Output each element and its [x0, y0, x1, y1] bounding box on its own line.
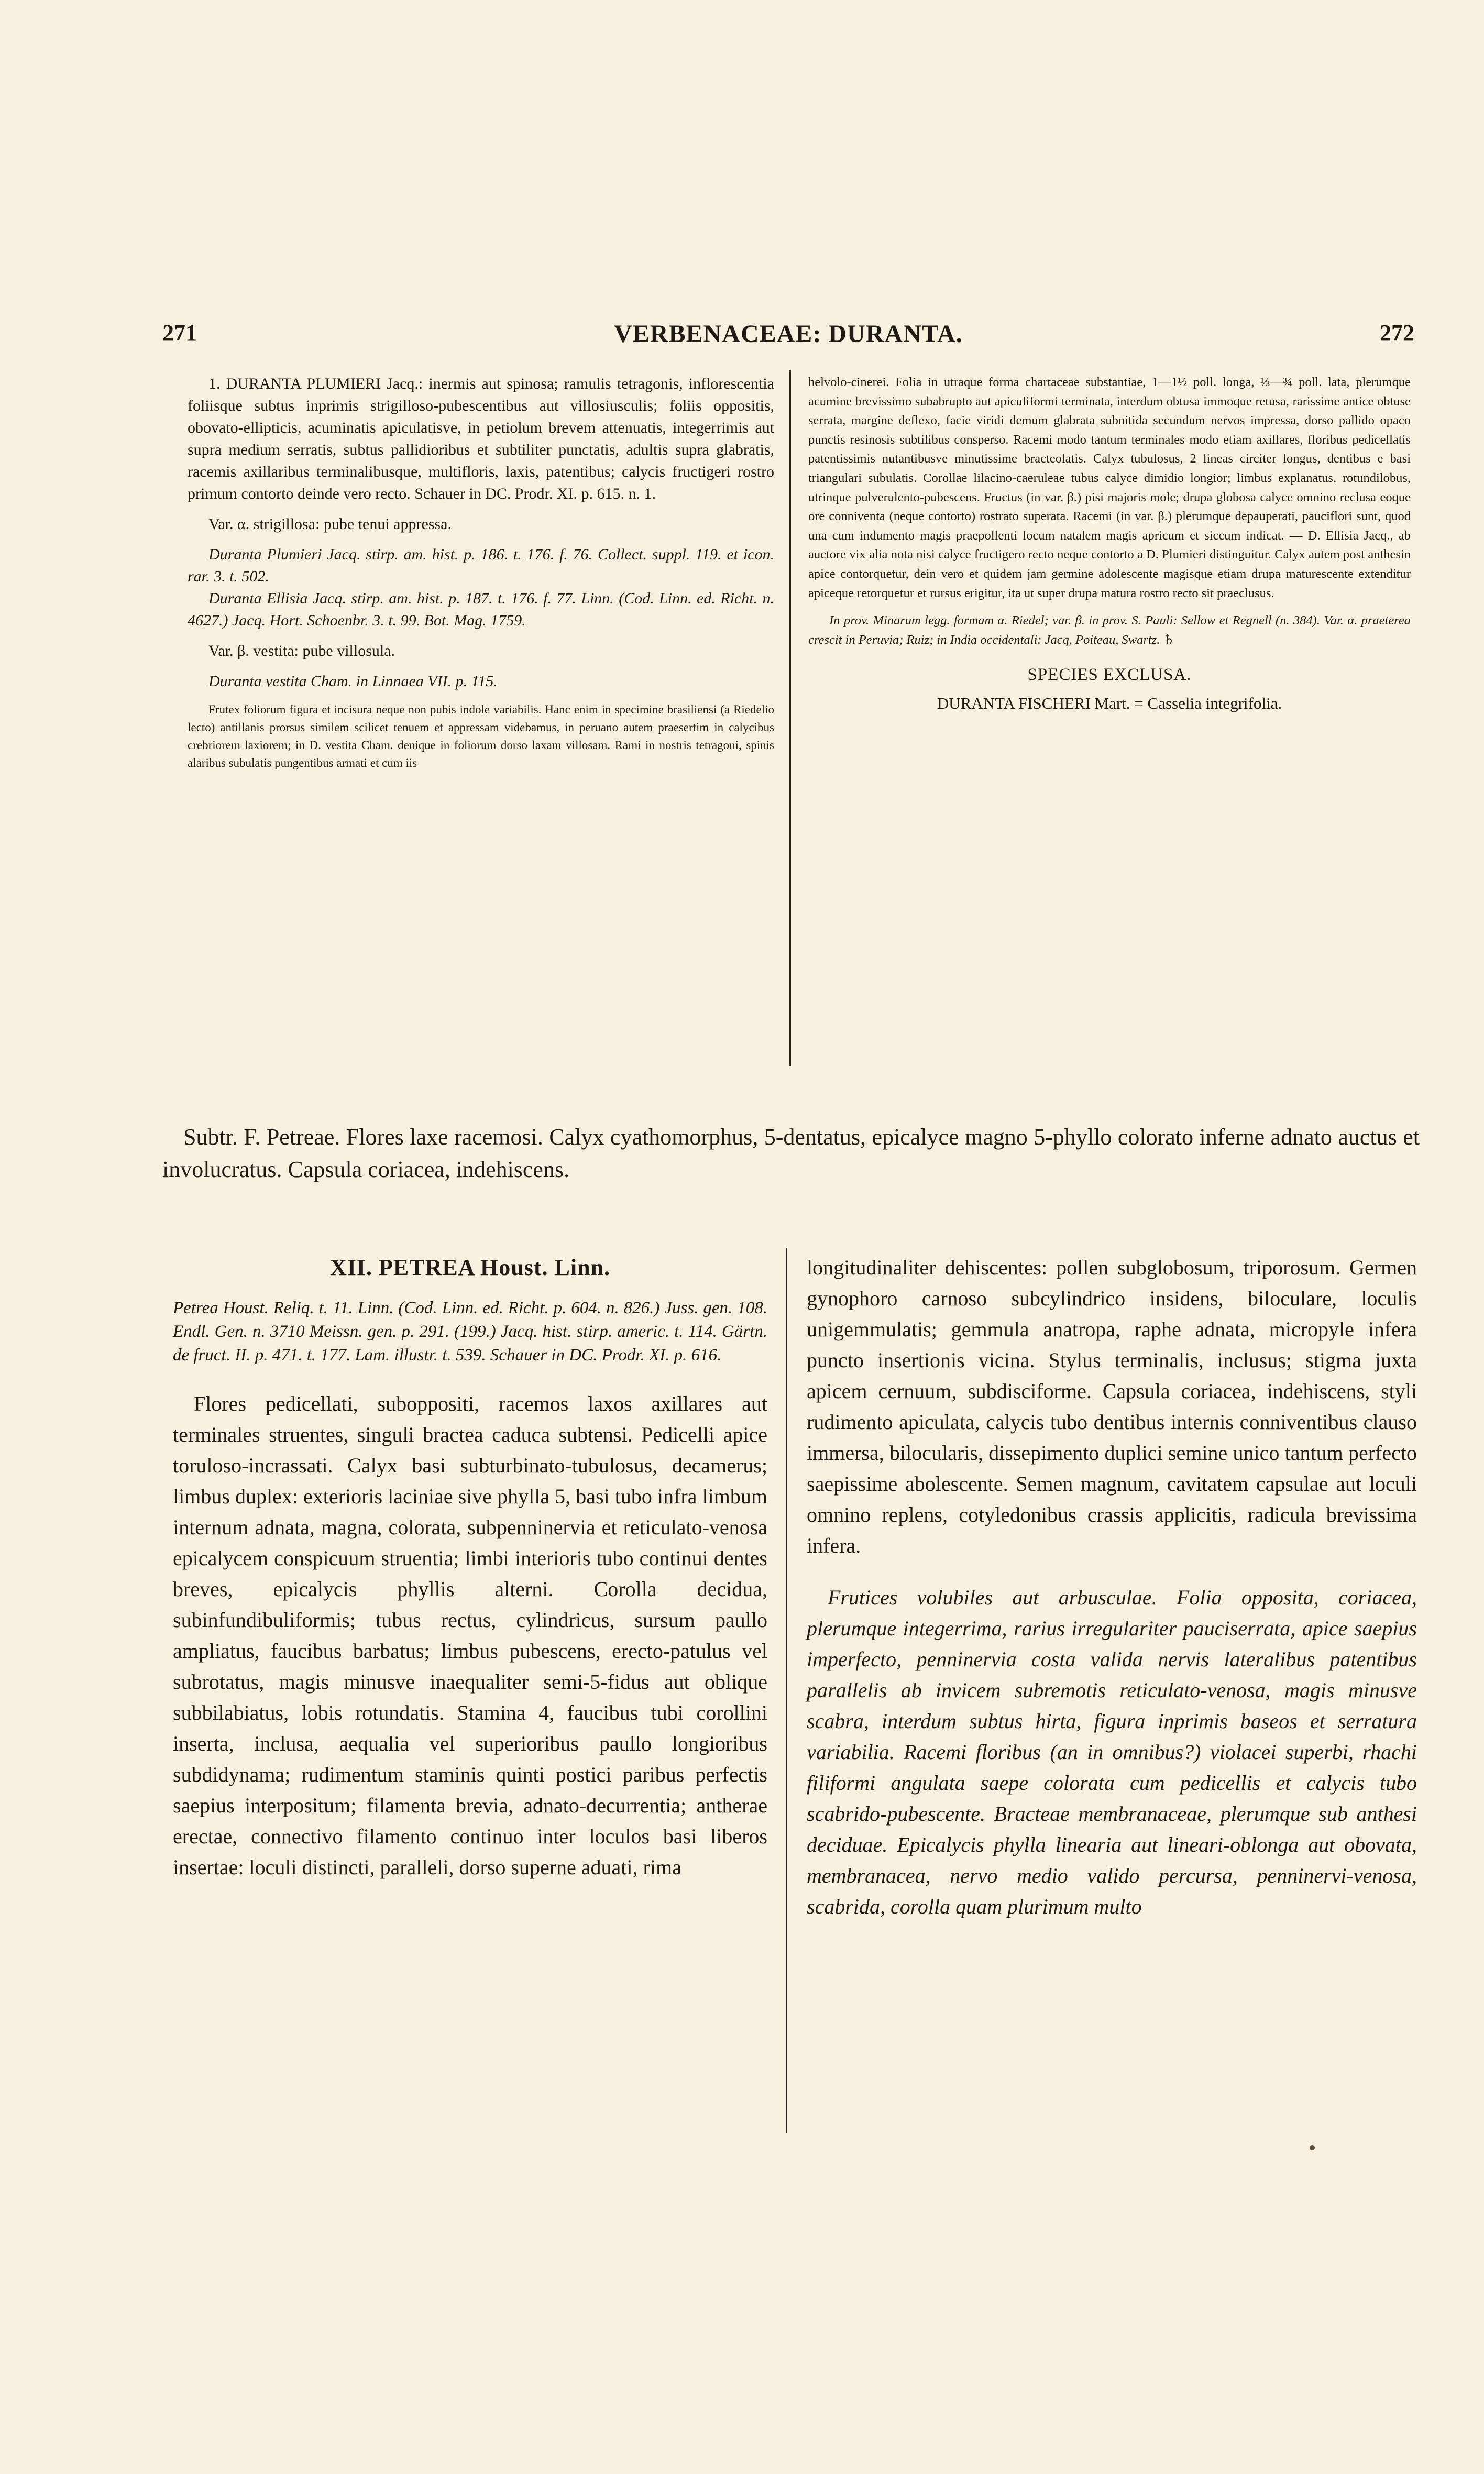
variety-alpha-references-2: Duranta Ellisia Jacq. stirp. am. hist. p. 187. t. 176. f. 77. Linn. (Cod. Linn. ed. Richt. n. 4627.) Jacq. Hort. Schoenbr. 3. t. 99. Bot. Mag. 1759. — [188, 590, 774, 629]
distribution-note: In prov. Minarum legg. formam α. Riedel; var. β. in prov. S. Pauli: Sellow et Regnell (n. 384). Var. α. praeterea crescit in Peruvia; Ruiz; in India occidentali: Jacq, Poiteau, Swartz. ♄ — [808, 613, 1411, 647]
genus-references: Petrea Houst. Reliq. t. 11. Linn. (Cod. Linn. ed. Richt. p. 604. n. 826.) Juss. gen. 108. Endl. Gen. n. 3710 Meissn. gen. p. 291. (199.) Jacq. hist. stirp. americ. t. 114. Gärtn. de fruct. II. p. 471. t. 177. Lam. illustr. t. 539. Schauer in DC. Prodr. XI. p. 616. — [173, 1299, 767, 1365]
column-divider-upper — [789, 370, 791, 1066]
variety-alpha-references: Duranta Plumieri Jacq. stirp. am. hist. p. 186. t. 176. f. 76. Collect. suppl. 119. et icon. rar. 3. t. 502. — [188, 546, 774, 585]
genus-title: XII. PETREA Houst. Linn. — [329, 1255, 611, 1280]
species-exclusa-entry: DURANTA FISCHERI Mart. = Casselia integrifolia. — [937, 694, 1282, 712]
ink-spot — [1310, 2145, 1315, 2150]
frutices-description: Frutices volubiles aut arbusculae. Folia opposita, coriacea, plerumque integerrima, rarius irregulariter pauciserrata, apice saepius imperfecto, penninervia costa valida nervis lateralibus patentibus parallelis ab invicem subremotis reticulato-venosa, magis minusve scabra, interdum subtus hirta, figura inprimis baseos et serratura variabilia. Racemi floribus (an in omnibus?) violacei superbi, rhachi filiformi angulata saepe colorata cum pedicellis et calycis tubo scabrido-pubescente. Bracteae membranaceae, plerumque sub anthesi deciduae. Epicalycis phylla linearia aut lineari-oblonga aut obovata, membranacea, nervo medio valido percursa, penninervi-venosa, scabrida, corolla quam plurimum multo — [807, 1586, 1417, 1918]
column-divider-lower — [786, 1248, 787, 2133]
page-number-left: 271 — [162, 320, 197, 346]
subtribe-description: Subtr. F. Petreae. Flores laxe racemosi. Calyx cyathomorphus, 5-dentatus, epicalyce magno 5-phyllo colorato inferne adnato auctus et involucratus. Capsula coriacea, indehiscens. — [162, 1124, 1420, 1182]
species-description: 1. DURANTA PLUMIERI Jacq.: inermis aut spinosa; ramulis tetragonis, inflorescentia foliisque subtus inprimis strigilloso-pubescentibus aut villosiusculis; foliis oppositis, obovato-ellipticis, acuminatis apiculatisve, in petiolum brevem attenuatis, integerrimis aut supra medium serratis, subtus pallidioribus et subtiliter punctatis, adultis supra glabratis, racemis axillaribus terminalibusque, multifloris, laxis, patentibus; calycis fructigeri rostro primum contorto deinde vero recto. Schauer in DC. Prodr. XI. p. 615. n. 1. — [188, 375, 774, 502]
genus-description-continuation: longitudinaliter dehiscentes: pollen subglobosum, triporosum. Germen gynophoro carnoso subcylindrico insidens, biloculare, loculis unigemmulatis; gemmula anatropa, raphe adnata, micropyle infera puncto insertionis vicina. Stylus terminalis, inclusus; stigma juxta apicem cernuum, subdisciforme. Capsula coriacea, indehiscens, styli rudimento apiculata, calycis tubo dentibus internis conniventibus clauso immersa, bilocularis, dissepimento duplici semine unico tantum perfecto saepissime abolescente. Semen magnum, cavitatem capsulae aut loculi omnino replens, cotyledonibus crassis applicitis, radicula brevissima infera. — [807, 1256, 1417, 1557]
variety-beta-label: Var. β. vestita: pube villosula. — [208, 642, 395, 659]
page-number-right: 272 — [1380, 320, 1414, 346]
species-exclusa-heading: SPECIES EXCLUSA. — [1027, 665, 1192, 685]
lower-left-column — [173, 1252, 767, 1883]
variety-alpha-label: Var. α. strigillosa: pube tenui appressa. — [208, 515, 452, 533]
frutex-note: Frutex foliorum figura et incisura neque non pubis indole variabilis. Hanc enim in specimine brasiliensi (a Riedelio lecto) antillanis prorsus similem scilicet tenuem et appressam videbamus, in peruano autem praesertim in calycibus crebriorem laxiorem; in D. vestita Cham. denique in foliorum dorso laxam villosam. Rami in nostris tetragoni, spinis alaribus subulatis pungentibus armati et cum iis — [188, 703, 774, 769]
lower-right-column — [807, 1252, 1417, 1922]
upper-left-column — [188, 373, 774, 772]
page-header — [162, 320, 1414, 356]
description-continuation: helvolo-cinerei. Folia in utraque forma chartaceae substantiae, 1—1½ poll. longa, ⅓—¾ poll. lata, plerumque acumine brevissimo subabrupto aut apiculiformi terminata, interdum obtusa immoque retusa, rarissime antice obtuse serrata, margine deflexo, facie viridi demum glabrata subnitida secundum nervos impressa, dorso pallido opaco punctis resinosis subtilibus consperso. Racemi modo tantum terminales modo etiam axillares, floribus pedicellatis patentissimis nutantibusve minutissime bracteolatis. Calyx tubulosus, 2 lineas circiter longus, dentibus e basi triangulari subulatis. Corollae lilacino-caeruleae tubus calyce dimidio longior; limbus explanatus, rotundilobus, utrinque pulverulento-pubescens. Fructus (in var. β.) pisi majoris mole; drupa globosa calyce omnino reclusa eoque ore conniventa (neque contorto) rostrato superata. Racemi (in var. β.) plerumque depauperati, pauciflori sunt, quod una cum indumento magis praepollenti locum natalem magis apricum et siccum indicat. — D. Ellisia Jacq., ab auctore vix alia nota nisi calyce fructigero recto neque contorto a D. Plumieri distinguitur. Calyx autem post anthesin apice contorquetur, dein vero et quidem jam germine adolescente magisque etiam drupa maturescente extenditur apiceque retorquetur et rursus erigitur, ita ut super drupa matura rostro recto sit praeclusus. — [808, 375, 1411, 600]
running-title: VERBENACEAE: DURANTA. — [614, 320, 963, 348]
flores-description: Flores pedicellati, suboppositi, racemos laxos axillares aut terminales struentes, singuli bractea caduca subtensi. Pedicelli apice toruloso-incrassati. Calyx basi subturbinato-tubulosus, decamerus; limbus duplex: exterioris laciniae sive phylla 5, basi tubo infra limbum internum adnata, magna, colorata, subpenninervia et reticulato-venosa epicalycem conspicuum struentia; limbi interioris tubo continui dentes breves, epicalycis phyllis alterni. Corolla decidua, subinfundibuliformis; tubus rectus, cylindricus, sursum paullo ampliatus, faucibus barbatus; limbus pubescens, erecto-patulus vel subrotatus, magis minusve inaequaliter semi-5-fidus aut oblique subbilabiatus, lobis rotundatis. Stamina 4, faucibus tubi corollini inserta, inclusa, aequalia vel superioribus paullo longioribus subdidynama; rudimentum staminis quinti postici paribus perfectis saepius interpositum; filamenta brevia, adnato-decurrentia; antherae erectae, connectivo filamento continuo inter loculos basi liberos insertae: loculi distincti, paralleli, dorso superne aduati, rima — [173, 1392, 767, 1879]
variety-beta-references: Duranta vestita Cham. in Linnaea VII. p. 115. — [208, 673, 498, 690]
upper-right-column — [808, 373, 1411, 713]
